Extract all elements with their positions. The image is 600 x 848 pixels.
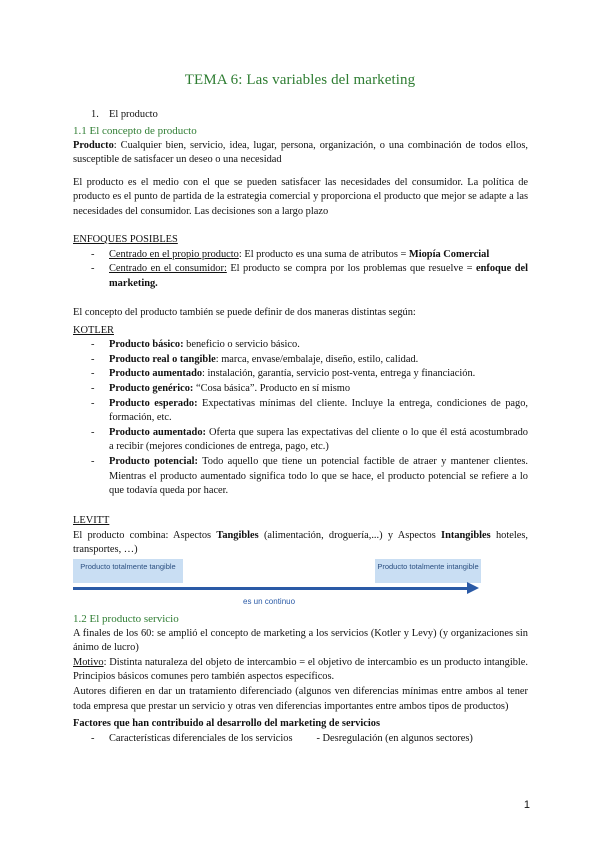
enfoque-label: Centrado en el propio producto [109,248,239,260]
enfoque-label: Centrado en el consumidor: [109,263,227,275]
list-item [73,353,528,368]
levitt-tangibles: Tangibles [216,529,259,541]
list-item [73,248,528,263]
motivo-paragraph [73,656,528,685]
enfoque-text: El producto se compra por los problemas que resuelve = [226,263,476,275]
kotler-section [73,306,528,499]
levitt-text-3: hoteles, transportes, …) [73,529,528,556]
enfoques-section [73,233,528,291]
authors-paragraph: Autores difieren en dar un tratamiento diferenciado (algunos ven diferencias mínimas entre ambos al tener toda empresa que prestar un servicio y otras ven diferencias importantes entre ambos tipos de productos) [73,685,528,712]
kotler-text: Oferta que supera las expectativas del cliente o lo que él está acostumbrado a recibir (mejores condiciones de entrega, pago, etc.) [109,426,528,453]
section-1-1 [73,124,528,220]
product-paragraph: El producto es el medio con el que se pueden satisfacer las necesidades del consumidor. La política de producto es el punto de partida de la estrategia comercial y proporciona el producto que mejor se adapte a las necesidades del consumidor. Las decisiones son a largo plazo [73,176,528,217]
page-title: TEMA 6: Las variables del marketing [184,72,416,88]
kotler-text: Todo aquello que tiene un potencial factible de atraer y mantener clientes. Mientras el producto aumentado significa todo lo que se hace, el producto potencial se refiere a lo que todavía queda por hacer. [109,455,528,497]
levitt-text [73,529,528,558]
kotler-text: : instalación, garantía, servicio post-venta, entrega y financiación. [202,368,476,380]
factor-2: - Desregulación (en algunos sectores) [316,732,473,744]
list-item [73,367,528,382]
enfoques-list [73,248,528,292]
factores-list [73,732,528,747]
levitt-section [73,514,528,558]
list-item [73,397,528,426]
kotler-text: “Cosa básica”. Producto en sí mismo [193,382,351,394]
list-item [73,426,528,455]
list-item [73,338,528,353]
definition-intro: El concepto del producto también se puede definir de dos maneras distintas según: [73,307,416,318]
levitt-text-2: (alimentación, droguería,...) y Aspectos [258,529,442,541]
enfoques-heading: ENFOQUES POSIBLES [73,234,178,245]
enfoque-bold: Miopía Comercial [408,248,490,260]
kotler-term: Producto básico: [109,339,184,351]
section-1-1-heading: 1.1 El concepto de producto [73,125,197,137]
product-definition [73,139,528,168]
product-term: Producto [73,139,114,151]
kotler-term: Producto real o tangible [109,353,216,365]
arrow-right-icon [467,582,479,594]
tangible-box [73,559,183,583]
kotler-text: : marca, envase/embalaje, diseño, estilo, calidad. [215,353,419,365]
motivo-text: : Distinta naturaleza del objeto de intercambio = el objetivo de intercambio es un producto intangible. Principios básicos comunes pero también aspectos específicos. [73,656,528,683]
levitt-text-1: El producto combina: Aspectos [73,529,217,541]
section-1-2-heading: 1.2 El producto servicio [73,613,179,625]
tangible-label: Producto totalmente tangible [80,562,176,571]
list-item [73,455,528,499]
continuum-label: es un continuo [243,597,296,606]
section-1-label: El producto [109,109,158,120]
kotler-text: beneficio o servicio básico. [183,339,300,351]
levitt-intangibles: Intangibles [441,529,491,541]
enfoque-text: : El producto es una suma de atributos = [238,248,409,260]
tangible-intangible-diagram [73,559,483,611]
product-definition-text: : Cualquier bien, servicio, idea, lugar, persona, organización, o una combinación de todos ellos, susceptible de satisfacer un deseo o una necesidad [73,139,528,166]
kotler-term: Producto aumentado [109,368,203,380]
kotler-heading: KOTLER [73,324,114,336]
continuum-arrow-line [73,587,469,590]
kotler-text: Expectativas mínimas del cliente. Incluye la entrega, condiciones de pago, formación, etc. [109,397,528,424]
enfoque-bold: enfoque del marketing. [109,263,528,289]
kotler-term: Producto potencial: [109,455,198,467]
section-1-2 [73,612,528,714]
section-1-heading [73,108,528,123]
motivo-label: Motivo [73,656,104,668]
factores-section [73,717,528,746]
list-item [73,732,528,747]
factor-1: Características diferenciales de los servicios [109,732,293,744]
section-1-number: 1. [91,109,99,120]
services-paragraph: A finales de los 60: se amplió el concepto de marketing a los servicios (Kotler y Levy) (y organizaciones sin ánimo de lucro) [73,627,528,654]
intangible-label: Producto totalmente intangible [377,562,479,571]
kotler-term: Producto aumentado: [109,426,206,438]
list-item [73,382,528,397]
kotler-term: Producto esperado: [109,397,198,409]
page-number: 1 [523,799,530,811]
intangible-box [375,559,481,583]
kotler-list [73,338,528,499]
levitt-heading: LEVITT [73,515,110,526]
factores-heading: Factores que han contribuido al desarrollo del marketing de servicios [73,718,380,729]
list-item [73,262,528,291]
kotler-term: Producto genérico: [109,382,194,394]
